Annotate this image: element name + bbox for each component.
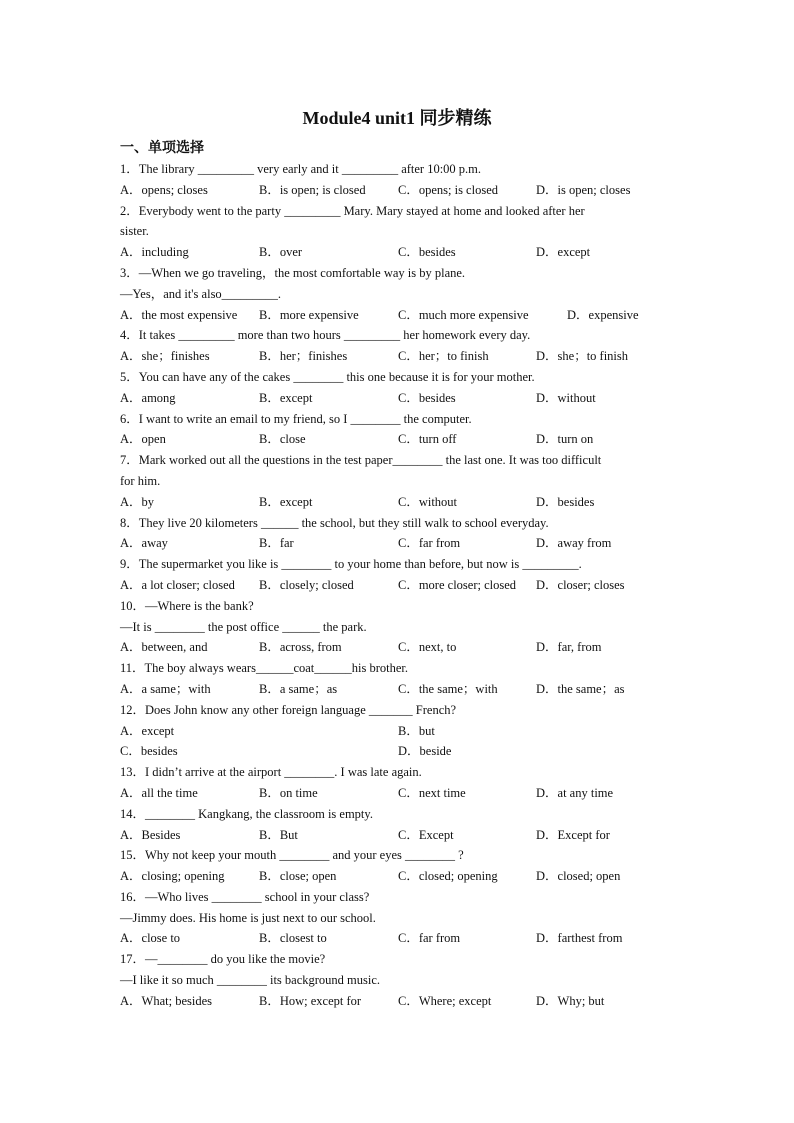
option-row <box>120 679 680 700</box>
answer-option: A．opens; closes <box>120 182 208 197</box>
option-row <box>120 346 680 367</box>
answer-option: D．is open; closes <box>536 182 631 197</box>
answer-option: C．opens; is closed <box>398 182 498 197</box>
option-row <box>120 533 680 554</box>
question-text: 8．They live 20 kilometers ______ the school, but they still walk to school everyday. <box>120 515 549 530</box>
question-text: —I like it so much ________ its background music. <box>120 973 381 988</box>
option-row <box>120 180 680 201</box>
answer-option: A．including <box>120 245 189 260</box>
option-row <box>120 575 680 596</box>
question-text: 17．—________ do you like the movie? <box>120 952 326 967</box>
option-row <box>120 429 680 450</box>
answer-option: B．across, from <box>259 640 342 655</box>
answer-option: A．between, and <box>120 640 208 655</box>
answer-option: C．much more expensive <box>398 307 529 322</box>
question-text: 6．I want to write an email to my friend, so I ________ the computer. <box>120 411 472 426</box>
answer-option: C．far from <box>398 536 461 551</box>
answer-option: B．but <box>398 723 435 738</box>
question-list <box>120 159 680 1012</box>
answer-option: D．expensive <box>567 307 639 322</box>
answer-option: A．closing; opening <box>120 869 225 884</box>
page-title: Module4 unit1 同步精练 <box>302 108 492 128</box>
question-text: —It is ________ the post office ______ the park. <box>120 619 367 634</box>
option-row <box>120 242 680 263</box>
question-text: sister. <box>120 224 149 239</box>
question-text: 15．Why not keep your mouth ________ and your eyes ________ ? <box>120 848 464 863</box>
option-row <box>120 741 680 762</box>
answer-option: C．next time <box>398 785 466 800</box>
option-row <box>120 991 680 1012</box>
option-row <box>120 866 680 887</box>
option-row <box>120 492 680 513</box>
answer-option: B．But <box>259 827 298 842</box>
option-row <box>120 783 680 804</box>
answer-option: B．closest to <box>259 931 327 946</box>
answer-option: A．the most expensive <box>120 307 238 322</box>
question-text: 13．I didn’t arrive at the airport ________. I was late again. <box>120 765 422 780</box>
question-text: 4．It takes _________ more than two hours _________ her homework every day. <box>120 328 531 343</box>
answer-option: B．closely; closed <box>259 577 354 592</box>
answer-option: B．is open; is closed <box>259 182 366 197</box>
answer-option: D．Why; but <box>536 993 605 1008</box>
option-row <box>120 825 680 846</box>
answer-option: D．beside <box>398 744 452 759</box>
answer-option: D．far, from <box>536 640 602 655</box>
answer-option: B．more expensive <box>259 307 359 322</box>
answer-option: B．except <box>259 390 313 405</box>
option-row <box>120 637 680 658</box>
answer-option: B．a same；as <box>259 681 338 696</box>
question-text: 5．You can have any of the cakes ________ this one because it is for your mother. <box>120 369 535 384</box>
question-text: —Jimmy does. His home is just next to our school. <box>120 910 376 925</box>
question-text: 3．—When we go traveling，the most comfortable way is by plane. <box>120 265 466 280</box>
answer-option: A．What; besides <box>120 993 212 1008</box>
answer-option: D．the same；as <box>536 681 625 696</box>
question-text: 12．Does John know any other foreign language _______ French? <box>120 702 457 717</box>
question-text: —Yes，and it's also_________. <box>120 286 282 301</box>
answer-option: D．besides <box>536 494 595 509</box>
answer-option: C．Where; except <box>398 993 492 1008</box>
answer-option: A．by <box>120 494 155 509</box>
answer-option: C．closed; opening <box>398 869 498 884</box>
section-heading: 一、单项选择 <box>120 141 204 156</box>
answer-option: C．turn off <box>398 432 457 447</box>
answer-option: D．closer; closes <box>536 577 625 592</box>
answer-option: D．farthest from <box>536 931 623 946</box>
answer-option: C．without <box>398 494 458 509</box>
answer-option: D．turn on <box>536 432 594 447</box>
question-text: 2．Everybody went to the party _________ Mary. Mary stayed at home and looked after her <box>120 203 585 218</box>
answer-option: C．Except <box>398 827 454 842</box>
question-text: 16．—Who lives ________ school in your class? <box>120 889 370 904</box>
answer-option: A．open <box>120 432 166 447</box>
answer-option: A．close to <box>120 931 181 946</box>
answer-option: A．except <box>120 723 175 738</box>
question-text: 10．—Where is the bank? <box>120 598 254 613</box>
answer-option: D．without <box>536 390 596 405</box>
answer-option: D．she；to finish <box>536 349 629 364</box>
question-text: 11．The boy always wears______coat______his brother. <box>120 661 409 676</box>
answer-option: C．far from <box>398 931 461 946</box>
answer-option: B．How; except for <box>259 993 362 1008</box>
answer-option: B．close <box>259 432 306 447</box>
answer-option: D．Except for <box>536 827 610 842</box>
question-text: 1．The library _________ very early and it _________ after 10:00 p.m. <box>120 162 482 176</box>
answer-option: B．her；finishes <box>259 349 348 364</box>
answer-option: C．her；to finish <box>398 349 489 364</box>
answer-option: A．a same；with <box>120 681 211 696</box>
answer-option: D．closed; open <box>536 869 621 884</box>
answer-option: C．the same；with <box>398 681 498 696</box>
answer-option: B．far <box>259 536 294 551</box>
option-row <box>120 928 680 949</box>
answer-option: A．she；finishes <box>120 349 210 364</box>
answer-option: B．over <box>259 245 303 260</box>
question-text: for him. <box>120 473 161 488</box>
answer-option: B．on time <box>259 785 318 800</box>
question-text: 9．The supermarket you like is ________ to your home than before, but now is _________. <box>120 557 582 572</box>
answer-option: B．close; open <box>259 869 337 884</box>
answer-option: C．next, to <box>398 640 457 655</box>
answer-option: C．besides <box>398 245 456 260</box>
answer-option: A．away <box>120 536 168 551</box>
question-text: 7．Mark worked out all the questions in the test paper________ the last one. It was too difficult <box>120 453 602 468</box>
answer-option: A．among <box>120 390 176 405</box>
option-row <box>120 388 680 409</box>
option-row <box>120 305 680 326</box>
answer-option: D．at any time <box>536 785 614 800</box>
question-text: 14．________ Kangkang, the classroom is empty. <box>120 806 373 821</box>
answer-option: A．all the time <box>120 785 198 800</box>
answer-option: C．besides <box>120 744 178 759</box>
answer-option: D．away from <box>536 536 612 551</box>
answer-option: C．more closer; closed <box>398 577 517 592</box>
answer-option: A．a lot closer; closed <box>120 577 235 592</box>
answer-option: D．except <box>536 245 591 260</box>
answer-option: B．except <box>259 494 313 509</box>
answer-option: A．Besides <box>120 827 181 842</box>
answer-option: C．besides <box>398 390 456 405</box>
option-row <box>120 721 680 742</box>
